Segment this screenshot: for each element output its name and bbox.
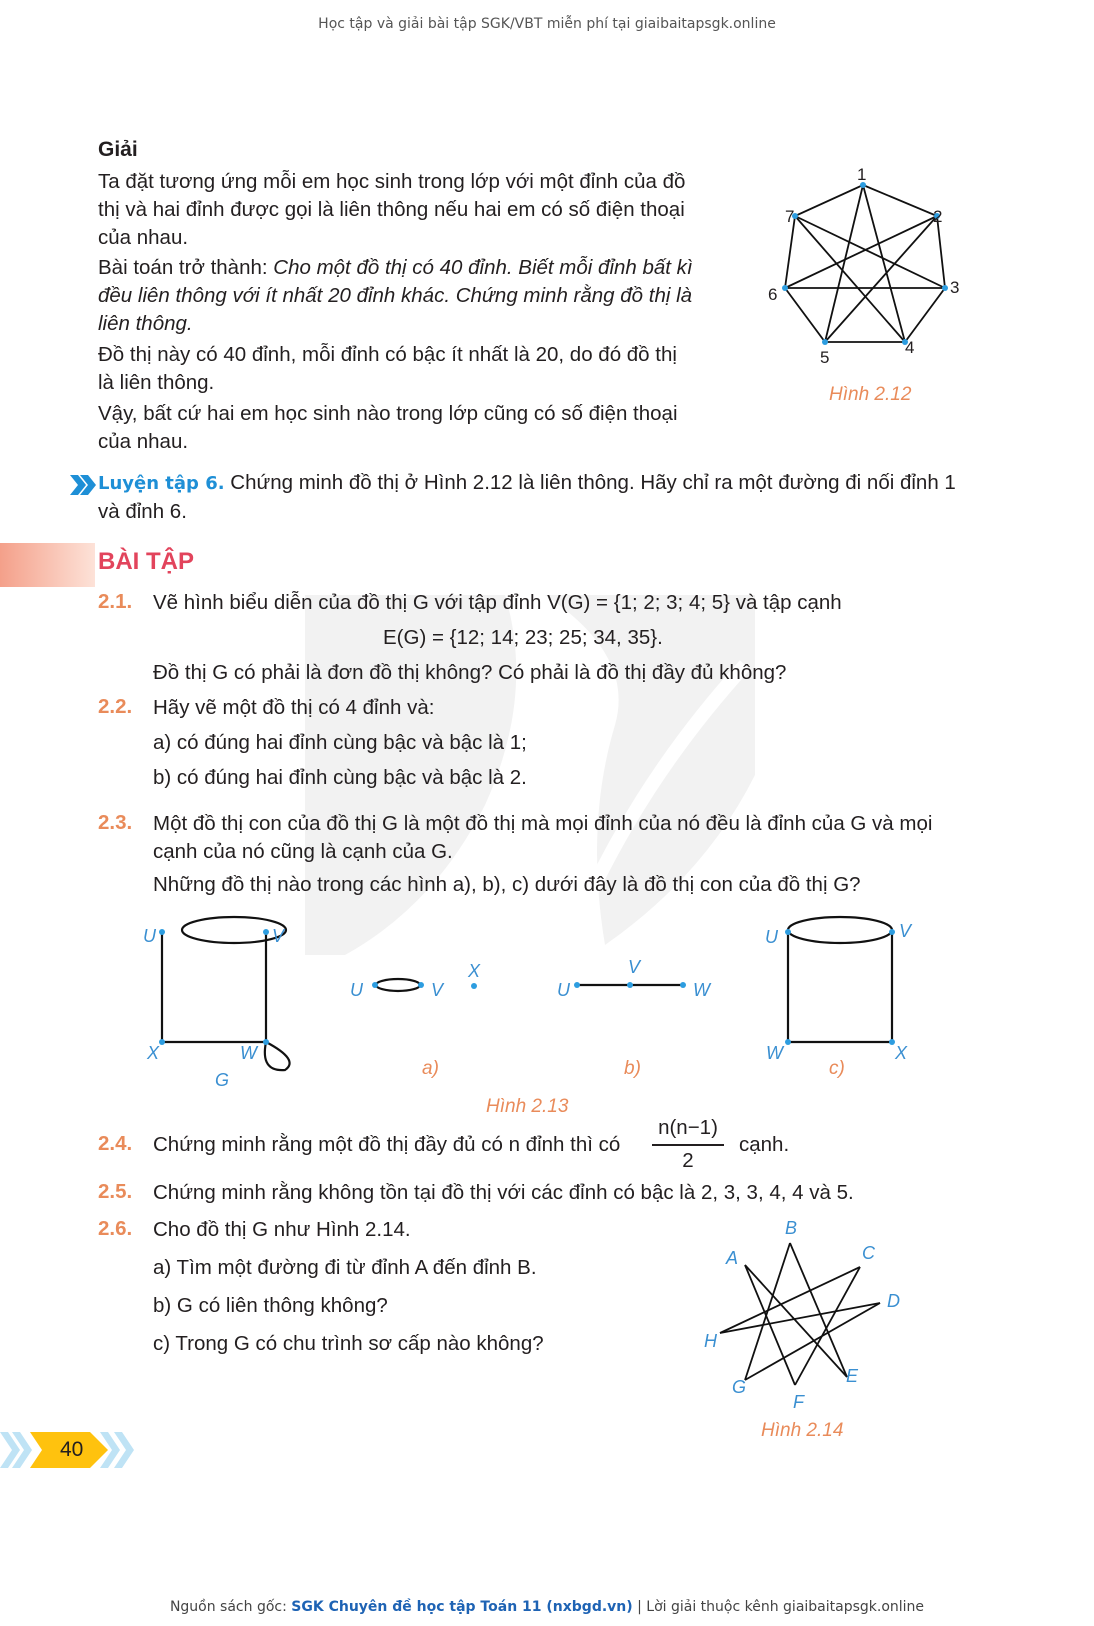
- footer-prefix: Nguồn sách gốc:: [169, 1599, 292, 1615]
- ex21-number: 2.1.: [98, 590, 133, 613]
- fig212-label-4: 4: [905, 338, 915, 357]
- figc-W: W: [766, 1043, 783, 1063]
- solution-title: Giải: [98, 138, 138, 161]
- ex21-line2: E(G) = {12; 14; 23; 25; 34, 35}.: [383, 626, 663, 649]
- figure-2-13-graphs: [140, 910, 940, 1090]
- ex22-number: 2.2.: [98, 695, 133, 718]
- page-number: 40: [60, 1438, 84, 1461]
- fig214-label-F: F: [793, 1392, 804, 1412]
- ex25-number: 2.5.: [98, 1180, 133, 1203]
- solution-paragraph-3: Đồ thị này có 40 đỉnh, mỗi đỉnh có bậc ít nhất là 20, do đó đồ thị là liên thông.: [98, 343, 677, 394]
- figb-V: V: [628, 957, 641, 977]
- figc-U: U: [765, 927, 778, 947]
- fig214-label-B: B: [785, 1218, 798, 1238]
- fig214-label-A: A: [726, 1248, 739, 1268]
- figG-V: V: [272, 926, 285, 946]
- fig214-label-H: H: [704, 1331, 717, 1351]
- figc-name: c): [829, 1058, 845, 1079]
- page-header: Học tập và giải bài tập SGK/VBT miễn phí tại giaibaitapsgk.online: [318, 16, 776, 32]
- fig212-label-6: 6: [768, 285, 778, 304]
- practice-text: Chứng minh đồ thị ở Hình 2.12 là liên thông. Hãy chỉ ra một đường đi nối đỉnh 1 và đỉnh 6.: [98, 471, 956, 523]
- figG-X: X: [147, 1043, 160, 1063]
- fig212-label-1: 1: [857, 165, 867, 184]
- fig212-label-2: 2: [933, 207, 943, 226]
- ex22-a: a) có đúng hai đỉnh cùng bậc và bậc là 1;: [153, 731, 527, 754]
- ex23-line2: Những đồ thị nào trong các hình a), b), c) dưới đây là đồ thị con của đồ thị G?: [153, 873, 861, 896]
- page-footer: [0, 1599, 1094, 1615]
- figure-2-13-caption: Hình 2.13: [486, 1096, 569, 1117]
- ex22-line1: Hãy vẽ một đồ thị có 4 đỉnh và:: [153, 696, 435, 719]
- solution-p2-prefix: Bài toán trở thành:: [98, 256, 274, 279]
- footer-suffix: | Lời giải thuộc kênh giaibaitapsgk.online: [632, 1599, 925, 1615]
- fig212-label-7: 7: [785, 207, 795, 226]
- ex21-line3: Đồ thị G có phải là đơn đồ thị không? Có phải là đồ thị đầy đủ không?: [153, 661, 787, 684]
- practice-label: Luyện tập 6.: [98, 473, 225, 494]
- ex23-number: 2.3.: [98, 811, 133, 834]
- figc-X: X: [895, 1043, 908, 1063]
- solution-paragraph-1: Ta đặt tương ứng mỗi em học sinh trong lớp với một đỉnh của đồ thị và hai đỉnh được gọi là liên thông nếu hai em có số điện thoại của nhau.: [98, 170, 686, 249]
- figG-name: G: [215, 1070, 230, 1090]
- figb-W: W: [693, 980, 710, 1000]
- footer-source-link[interactable]: SGK Chuyên đề học tập Toán 11 (nxbgd.vn): [291, 1599, 633, 1615]
- figG-W: W: [240, 1043, 257, 1063]
- practice-6: [98, 469, 968, 526]
- ex24-fraction-numerator: n(n−1): [658, 1116, 718, 1139]
- ex25-text: Chứng minh rằng không tồn tại đồ thị với các đỉnh có bậc là 2, 3, 3, 4, 4 và 5.: [153, 1181, 854, 1204]
- ex22-b: b) có đúng hai đỉnh cùng bậc và bậc là 2.: [153, 766, 527, 789]
- fig214-label-D: D: [887, 1291, 900, 1311]
- figb-U: U: [557, 980, 570, 1000]
- ex24-after: cạnh.: [739, 1133, 790, 1156]
- ex26-number: 2.6.: [98, 1217, 133, 1240]
- ex26-a: a) Tìm một đường đi từ đỉnh A đến đỉnh B.: [153, 1256, 537, 1279]
- exercises-title-bar: [0, 543, 95, 587]
- fig212-label-3: 3: [950, 278, 960, 297]
- fig212-label-5: 5: [820, 348, 830, 367]
- fig214-label-G: G: [732, 1377, 747, 1397]
- solution-p2-italic: Cho một đồ thị có 40 đỉnh. Biết mỗi đỉnh bất kì đều liên thông với ít nhất 20 đỉnh khác. Chứng minh rằng đồ thị là liên thông.: [98, 256, 693, 335]
- ex26-line1: Cho đồ thị G như Hình 2.14.: [153, 1218, 411, 1241]
- figure-2-12-graph: [760, 160, 980, 380]
- ex24-text: Chứng minh rằng một đồ thị đầy đủ có n đỉnh thì có: [153, 1133, 621, 1156]
- ex26-b: b) G có liên thông không?: [153, 1294, 388, 1317]
- ex24-fraction-bar: [652, 1144, 724, 1146]
- figa-name: a): [422, 1058, 439, 1079]
- fig214-label-E: E: [846, 1366, 859, 1386]
- ex24-number: 2.4.: [98, 1132, 133, 1155]
- figure-2-12-caption: Hình 2.12: [829, 384, 912, 405]
- solution-paragraph-2: [98, 254, 698, 338]
- figa-X: X: [468, 961, 481, 981]
- ex23-line1: Một đồ thị con của đồ thị G là một đồ thị mà mọi đỉnh của nó đều là đỉnh của G và mọi cạnh của nó cũng là cạnh của G.: [153, 812, 933, 863]
- practice-chevron-icon: [70, 475, 96, 495]
- ex24-fraction-denominator: 2: [682, 1149, 694, 1172]
- fig214-label-C: C: [862, 1243, 875, 1263]
- solution-paragraph-4: Vậy, bất cứ hai em học sinh nào trong lớp cũng có số điện thoại của nhau.: [98, 402, 678, 453]
- exercises-title: BÀI TẬP: [98, 548, 194, 575]
- ex26-c: c) Trong G có chu trình sơ cấp nào không?: [153, 1332, 544, 1355]
- figG-U: U: [143, 926, 156, 946]
- figa-V: V: [431, 980, 444, 1000]
- figc-V: V: [899, 921, 912, 941]
- figb-name: b): [624, 1058, 641, 1079]
- ex21-line1: Vẽ hình biểu diễn của đồ thị G với tập đỉnh V(G) = {1; 2; 3; 4; 5} và tập cạnh: [153, 591, 842, 614]
- figure-2-14-caption: Hình 2.14: [761, 1420, 844, 1441]
- figa-U: U: [350, 980, 363, 1000]
